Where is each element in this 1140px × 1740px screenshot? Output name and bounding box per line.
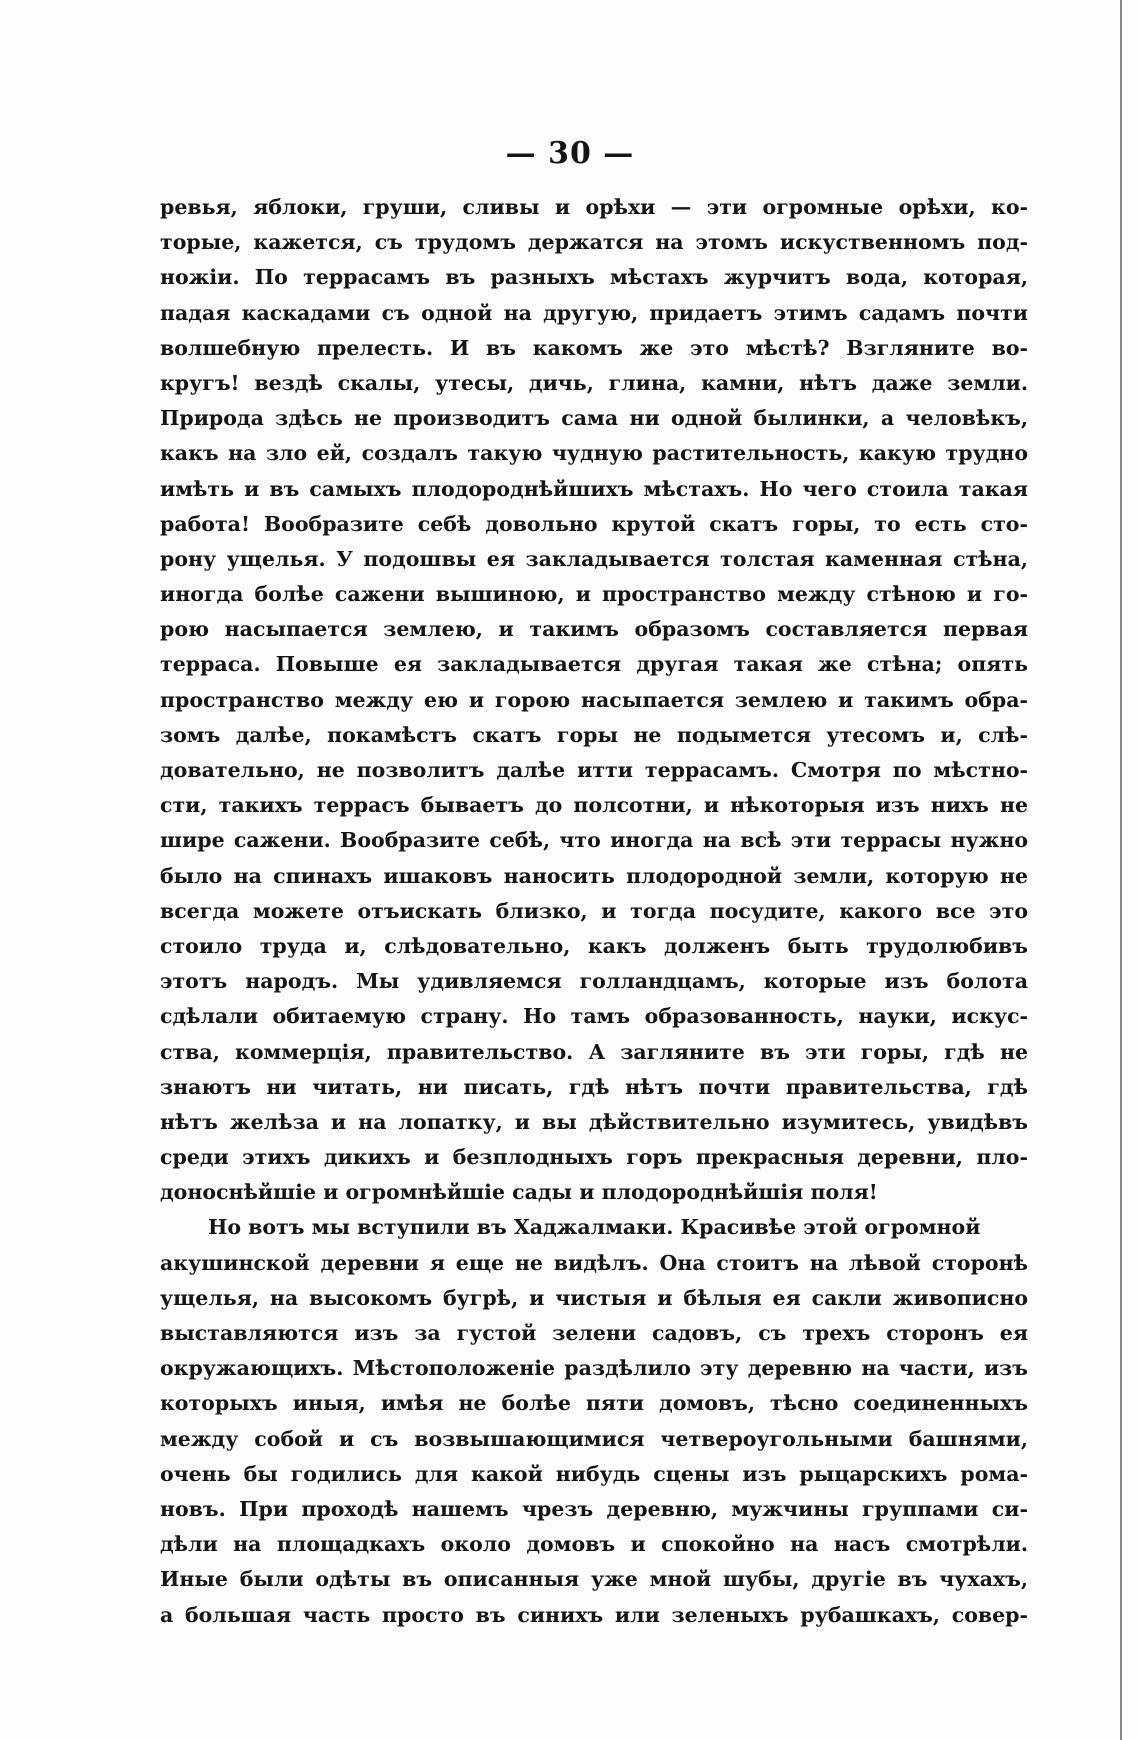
text-line: сдѣлали обитаемую страну. Но тамъ образованность, науки, искус- [160, 1004, 1028, 1029]
text-line: волшебную прелесть. И въ какомъ же это мѣстѣ? Взгляните во- [160, 335, 1028, 360]
text-line: этотъ народъ. Мы удивляемся голландцамъ, которые изъ болота [160, 969, 1028, 994]
text-line: работа! Вообразите себѣ довольно крутой скатъ горы, то есть сто- [160, 511, 1028, 536]
text-line: Иные были одѣты въ описанныя уже мной шубы, другіе въ чухахъ, [160, 1567, 1028, 1592]
text-line: знаютъ ни читать, ни писать, гдѣ нѣтъ почти правительства, гдѣ [160, 1074, 1028, 1099]
text-line: ства, коммерція, правительство. А загляните въ эти горы, гдѣ не [160, 1039, 1028, 1064]
text-line: довательно, не позволитъ далѣе итти террасамъ. Смотря по мѣстно- [160, 758, 1028, 782]
text-line: среди этихъ дикихъ и безплодныхъ горъ прекрасныя деревни, пло- [160, 1145, 1028, 1170]
text-line: стоило труда и, слѣдовательно, какъ долженъ быть трудолюбивъ [160, 933, 1028, 958]
text-line: Природа здѣсь не производитъ сама ни одной былинки, а человѣкъ, [160, 406, 1028, 431]
text-line: всегда можете отъискать близко, и тогда посудите, какого все это [160, 898, 1028, 923]
text-line: акушинской деревни я еще не видѣлъ. Она стоитъ на лѣвой сторонѣ [160, 1250, 1028, 1275]
text-line: рону ущелья. У подошвы ея закладывается толстая каменная стѣна, [160, 546, 1028, 571]
paragraph-1 [160, 190, 1028, 1210]
text-line: окружающихъ. Мѣстоположеніе раздѣлило эту деревню на части, изъ [160, 1356, 1028, 1381]
text-line: между собой и съ возвышающимися четвероугольными башнями, [160, 1426, 1028, 1451]
text-line: ревья, яблоки, груши, сливы и орѣхи — эти огромные орѣхи, ко- [160, 195, 1028, 219]
text-line: пространство между ею и горою насыпается землею и такимъ обра- [160, 687, 1028, 712]
text-line: Но вотъ мы вступили въ Хаджалмаки. Красивѣе этой огромной [208, 1215, 981, 1240]
text-line: было на спинахъ ишаковъ наносить плодородной земли, которую не [160, 863, 1028, 888]
text-line: ножіи. По террасамъ въ разныхъ мѣстахъ журчитъ вода, которая, [160, 265, 1028, 290]
text-line: рою насыпается землею, и такимъ образомъ составляется первая [160, 617, 1028, 642]
text-line: нѣтъ желѣза и на лопатку, и вы дѣйствительно изумитесь, увидѣвъ [160, 1109, 1028, 1134]
text-line: торые, кажется, съ трудомъ держатся на этомъ искуственномъ под- [160, 230, 1028, 255]
text-line: кругъ! вездѣ скалы, утесы, дичь, глина, камни, нѣтъ даже земли. [160, 370, 1028, 395]
text-line: а большая часть просто въ синихъ или зеленыхъ рубашкахъ, совер- [160, 1602, 1028, 1627]
text-line: зомъ далѣе, покамѣстъ скатъ горы не подымется утесомъ и, слѣ- [160, 722, 1028, 747]
text-line: доноснѣйшіе и огромнѣйшіе сады и плодороднѣйшія поля! [160, 1180, 878, 1205]
text-line: выставляются изъ за густой зелени садовъ, съ трехъ сторонъ ея [160, 1321, 1028, 1345]
text-line: новъ. При проходѣ нашемъ чрезъ деревню, мужчины группами си- [160, 1496, 1028, 1521]
text-line: которыхъ иныя, имѣя не болѣе пяти домовъ, тѣсно соединенныхъ [160, 1391, 1028, 1416]
text-line: ущелья, на высокомъ бугрѣ, и чистыя и бѣлыя ея сакли живописно [160, 1285, 1028, 1310]
page-edge-line [1120, 0, 1122, 1740]
text-line: шире сажени. Вообразите себѣ, что иногда на всѣ эти террасы нужно [160, 828, 1028, 853]
paragraph-2 [160, 1210, 1028, 1632]
text-line: дѣли на площадкахъ около домовъ и спокойно на насъ смотрѣли. [160, 1532, 1028, 1557]
text-line: терраса. Повыше ея закладывается другая такая же стѣна; опять [160, 652, 1028, 677]
text-line: иногда болѣе сажени вышиною, и пространство между стѣною и го- [160, 582, 1028, 607]
text-line: падая каскадами съ одной на другую, придаетъ этимъ садамъ почти [160, 300, 1028, 325]
text-line: имѣть и въ самыхъ плодороднѣйшихъ мѣстахъ. Но чего стоила такая [160, 476, 1028, 501]
text-line: какъ на зло ей, создалъ такую чудную растительность, какую трудно [160, 441, 1028, 466]
page-number: — 30 — [505, 136, 635, 171]
text-block [160, 190, 1028, 1633]
text-line: очень бы годились для какой нибудь сцены изъ рыцарскихъ рома- [160, 1461, 1028, 1486]
text-line: сти, такихъ террасъ бываетъ до полсотни, и нѣкоторыя изъ нихъ не [160, 793, 1028, 818]
